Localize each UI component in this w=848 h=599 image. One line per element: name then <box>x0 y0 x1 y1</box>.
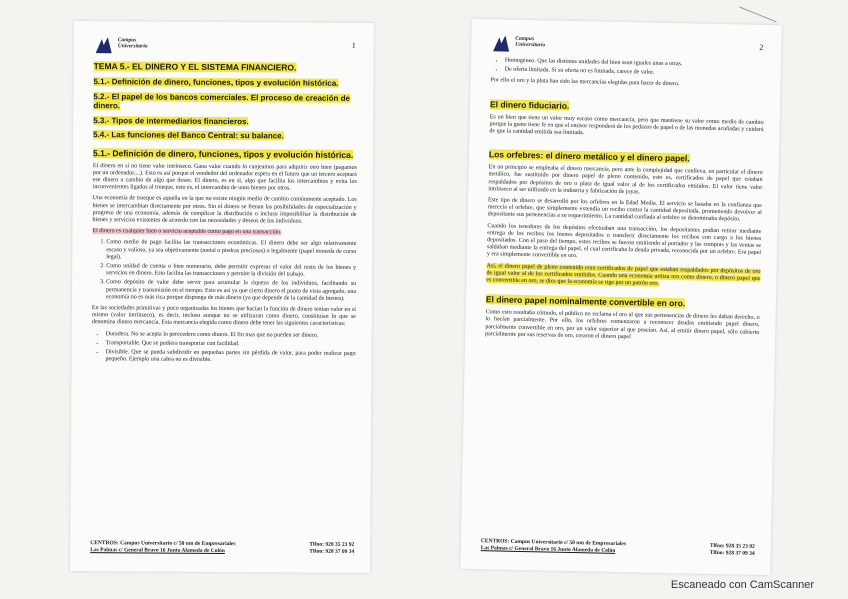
section-title: El dinero fiduciario. <box>489 98 570 111</box>
right-content <box>485 59 765 348</box>
footer-phone-1: Tlfno: 928 35 23 92 <box>309 541 355 548</box>
list-item: 1. Como medio de pago facilita las transacciones económicas. El dinero debe ser algo relativamente escaso y valioso, ya sea objetivamente (metal o piedras preciosas) o legalmente (papel moneda de curso legal). <box>106 240 356 263</box>
page-number: 2 <box>759 42 764 52</box>
footer-phone-2: Tlfno: 928 37 09 34 <box>709 549 755 557</box>
paragraph: Como esto resultaba cómodo, el público no reclama el oro al que sus pertenencias de dinero les daban derecho, o lo hacían parcialmente. Por ello, los orfebres comenzaron a reconocer deudas emitiendo papel dinero, parcialmente convertible en oro, por un valor superior al que poseían. Así, al emitir dinero papel, sólo cubierto parcialmente por sus reservas de oro, crearon el dinero papel <box>485 309 760 341</box>
right-page <box>460 19 781 575</box>
logo <box>94 35 164 57</box>
list-item: • Homogéneo. Que las distintas unidades del bien sean iguales unas a otras. <box>505 58 765 71</box>
left-content <box>92 61 358 369</box>
logo <box>491 33 561 56</box>
paragraph: En un principio se empleaba el dinero mercancía, pero ante la complejidad que conlleva, en particular el dinero metálico, fue sustituido por dinero papel de pleno contenido, esto es, certificados de papel que estaban respaldados por depósitos de oro o plata de igual valor al de los certificados emitidos. El valor tiene valor intrínseco al ser utilizado en la industria y fabricación de joyas. <box>488 164 763 196</box>
footer-address-2: Las Palmas c/ General Bravo 16 Junto Alameda de Colón <box>90 546 225 554</box>
subtopic-title-2: 5.2.- El papel de los bancos comerciales. El proceso de creación de dinero. <box>93 91 350 111</box>
logo-text: Campus Universitario <box>515 35 546 49</box>
paragraph: Una economía de trueque es aquella en la que no existe ningún medio de cambio comúnmente aceptado. Los bienes se intercambian directamente por otros. Sin el dinero se frenan las posibilidades de especialización y progreso de una economía, además de complicar la distribución o incluso imposibilitar la distribución de bienes y servicios existentes de acuerdo con las necesidades y deseos de los individuos. <box>92 195 357 225</box>
characteristics-list <box>92 331 356 366</box>
footer-address-1: CENTROS: Campus Universitario c/ 50 nm de Empresariales <box>90 540 236 548</box>
page-number: 1 <box>351 40 356 50</box>
logo-mark-icon <box>94 35 114 55</box>
logo-mark-icon <box>491 33 511 53</box>
bullets-list <box>491 57 765 79</box>
list-item: 2. Como unidad de cuenta o bien numerario, debe permitir expresar el valor del resto de los bienes y servicios en dinero. Esto facilita las transacciones y permite la división del trabajo. <box>106 263 356 279</box>
list-item: • Duradera. No se acepta lo perecedero como dinero. El fin mas que no pueden ser dinero. <box>106 331 356 340</box>
left-page <box>70 21 374 573</box>
highlighted-paragraph: Así, el dinero papel de pleno contenido eran certificados de papel que estaban respaldados por depósitos de oro de igual valor al de los certificados emitidos. Cuando una economía utiliza oro como dinero, o dinero papel que es convertible en oro, se dice que la economía se rige por un patrón oro. <box>486 262 761 287</box>
paragraph: Es un bien que tiene un valor muy escaso como mercancía, pero que mantiene su valor como medio de cambio porque la gente tiene fe en que el emisor responderá de los pedazos de papel o de las monedas acuñadas y cuidará de que la cantidad emitida sea limitada. <box>489 113 764 137</box>
list-item: • De oferta limitada. Si su oferta no es limitada, carece de valor. <box>505 67 765 80</box>
list-item: 3. Como depósito de valor debe servir para acumular la riqueza de los individuos, facilitando su permanencia y transmisión en el tiempo. Esto es así ya que cierto dinero el punto de vista agregado, una economía no es más rica porque disponga de más dinero (ya que depende de la cantidad de bienes). <box>106 280 356 303</box>
footer-phone-2: Tlfno: 928 37 09 34 <box>309 548 355 555</box>
definition-text: El dinero es cualquier bien o servicio aceptable como pago en una transacción. <box>92 228 282 236</box>
section-heading: 5.1.- Definición de dinero, funciones, tipos y evolución histórica. <box>92 147 354 160</box>
scanner-watermark: Escaneado con CamScanner <box>670 579 814 591</box>
footer <box>481 538 755 557</box>
subtopic-title-3: 5.3.- Tipos de intermediarios financieros. <box>93 115 249 126</box>
footer-address-1: CENTROS: Campus Universitario c/ 50 nm de Empresariales <box>480 538 627 548</box>
paragraph: El dinero en sí no tiene valor intrínseco. Gana valor cuando lo canjeamos para adquirir otro bien (pagamos por un ordenador,...). Esto es así porque el vendedor del ordenador espera en el futuro que un tercero aceptará ese dinero a cambio de algo que desee. El dinero, es en sí, algo que facilita los intercambios y evita los inconvenientes ligados al trueque, esto es, el intercambio de unos bienes por otros. <box>92 162 357 192</box>
paragraph: Este tipo de dinero se desarrolló por los orfebres en la Edad Media. El servicio se basaba en la confianza que merecía el orfebre, que simplemente extendía un recibo contra la cantidad depositada, prometiendo devolver al depositante sus pertenencias a su requerimiento. La cantidad confiada al orfebre se denominaba depósito. <box>487 197 763 223</box>
subtopic-title-4: 5.4.- Las funciones del Banco Central: su balance. <box>93 130 284 141</box>
section-title: El dinero papel nominalmente convertible en oro. <box>485 294 686 309</box>
list-item: • Transportable. Que se pudiera transportar con facilidad. <box>106 340 356 349</box>
paragraph: Por ello el oro y la plata han sido las mercancías elegidas para hacer de dinero. <box>490 77 680 88</box>
scan-smudge <box>739 7 776 23</box>
footer-phone-1: Tlfno: 928 35 23 92 <box>709 542 755 550</box>
paragraph: En las sociedades primitivas y poco organizadas los bienes que hacían la función de dinero tenían valor en sí mismo (valor intrínseco), es decir, incluso aunque no se utilizaran como dinero, constituían lo que se denomina dinero mercancía. Esta mercancía elegida como dinero debe tener las siguientes características: <box>91 305 356 328</box>
section-title: Los orfebres: el dinero metálico y el dinero papel. <box>488 149 690 164</box>
topic-title: TEMA 5.- EL DINERO Y EL SISTEMA FINANCIERO. <box>93 61 297 73</box>
footer <box>90 540 354 555</box>
paragraph: Cuando los tenedores de los depósitos efectuaban una transacción, los depositantes podían retirar mediante entrega de los recibos los bienes depositados o transferir directamente los recibos con cargo a los bienes depositados. Con el paso del tiempo, estos recibos se fueron emitiendo al portador y las compras y las ventas se saldaban mediante la entrega del papel, el cual certificaba la deuda privada, reconocida por un orfebre. Era papel y era simplemente convertible en oro. <box>486 222 762 260</box>
subtopic-title-1: 5.1.- Definición de dinero, funciones, tipos y evolución histórica. <box>93 77 339 88</box>
logo-text: Campus Universitario <box>117 37 148 50</box>
list-item: • Divisible. Que se pueda subdividir en pequeñas partes sin pérdida de valor, para poder realizar pago pequeño. Ejemplo una cabra no es divisible. <box>106 349 356 365</box>
functions-list <box>92 239 356 302</box>
footer-address-2: Las Palmas c/ General Bravo 16 Junto Alameda de Colón <box>480 544 616 554</box>
